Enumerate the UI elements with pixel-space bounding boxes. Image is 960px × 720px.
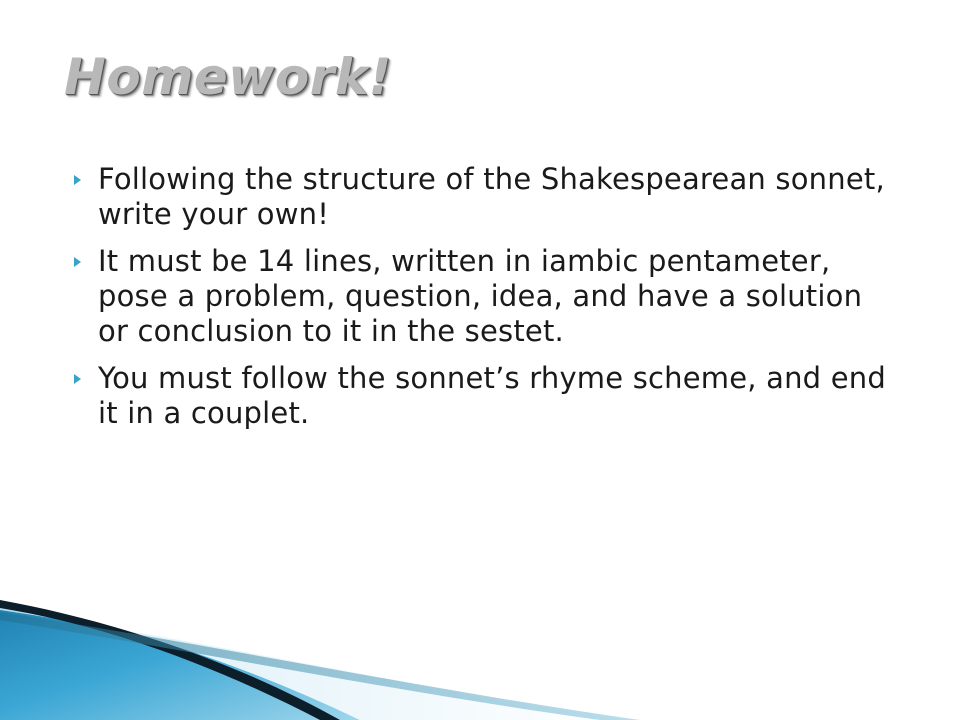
bullet-text: Following the structure of the Shakespearean sonnet, write your own! xyxy=(98,162,885,231)
triangle-right-icon xyxy=(74,257,81,267)
bullet-text: It must be 14 lines, written in iambic pentameter, pose a problem, question, idea, and have a solution or conclusion to it in the sestet. xyxy=(98,244,863,348)
bullet-list xyxy=(66,162,896,443)
decorative-wave-swoosh xyxy=(0,560,960,720)
bullet-item xyxy=(66,361,896,431)
slide-title: Homework! xyxy=(64,48,392,106)
triangle-right-icon xyxy=(74,175,81,185)
bullet-item xyxy=(66,244,896,349)
bullet-item xyxy=(66,162,896,232)
triangle-right-icon xyxy=(74,374,81,384)
bullet-text: You must follow the sonnet’s rhyme scheme, and end it in a couplet. xyxy=(98,361,886,430)
